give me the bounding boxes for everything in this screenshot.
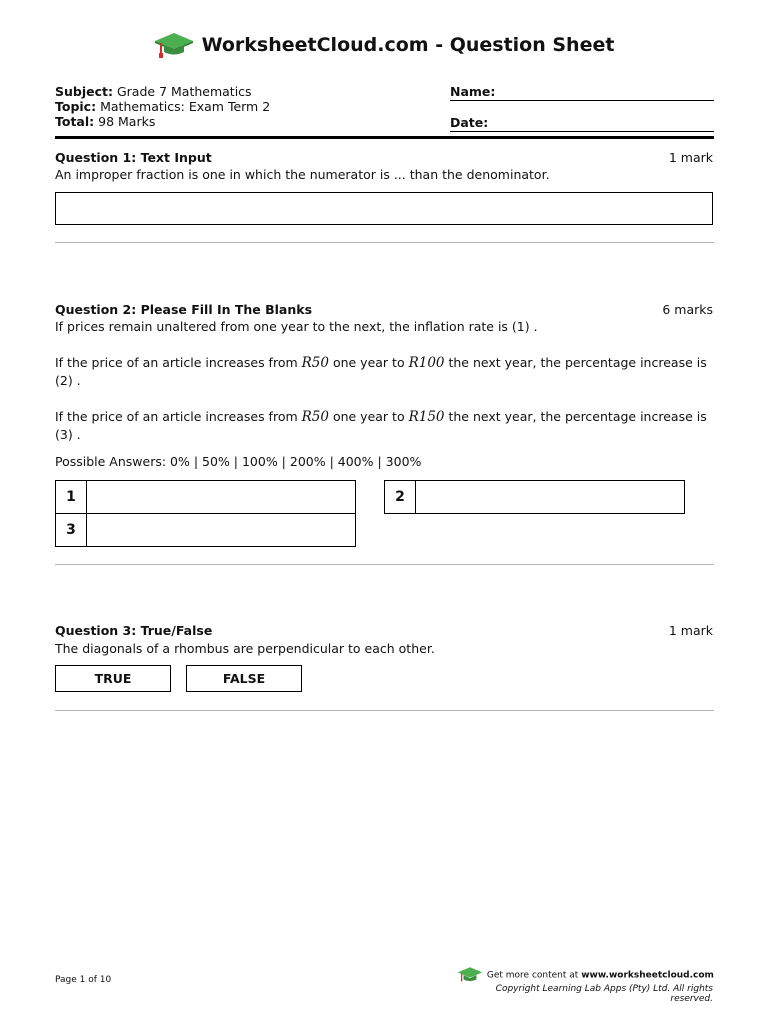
question-1-title: Question 1: Text Input (55, 150, 212, 165)
blank-2-number: 2 (385, 481, 416, 513)
page-header (0, 30, 768, 60)
question-3-title: Question 3: True/False (55, 623, 213, 638)
header-divider (55, 136, 714, 139)
footer-more-text: Get more content at (486, 970, 582, 981)
topic-line (55, 99, 270, 114)
line-2-part-a: If the price of an article increases from (55, 355, 302, 370)
question-2-line-3 (55, 408, 715, 444)
line-3-part-c: the next year, the percentage increase is (444, 409, 707, 424)
footer-copyright: Copyright Learning Lab Apps (Pty) Ltd. All rights reserved. (495, 984, 713, 1004)
blank-1-input[interactable] (87, 481, 355, 513)
line-2-part-b: one year to (328, 355, 409, 370)
page-title: WorksheetCloud.com - Question Sheet (201, 34, 615, 56)
question-1-marks: 1 mark (668, 150, 713, 165)
question-2-line-2 (55, 354, 715, 390)
page-number: Page 1 of 10 (55, 975, 112, 985)
topic-value: Mathematics: Exam Term 2 (100, 99, 271, 114)
false-button[interactable]: FALSE (186, 665, 302, 692)
blank-2-input[interactable] (416, 481, 684, 513)
question-3-marks: 1 mark (668, 623, 713, 638)
line-3-part-b: one year to (328, 409, 409, 424)
total-label: Total: (55, 114, 95, 129)
true-button[interactable]: TRUE (55, 665, 171, 692)
blank-2-box (384, 480, 685, 514)
line-2-part-c: the next year, the percentage increase is (444, 355, 707, 370)
blank-1-number: 1 (56, 481, 87, 513)
question-divider (55, 710, 714, 711)
line-2-blank-ref: (2) . (55, 373, 81, 388)
name-field[interactable] (450, 84, 714, 101)
subject-value: Grade 7 Mathematics (116, 84, 252, 99)
blank-3-number: 3 (56, 514, 87, 546)
footer-site-link[interactable]: www.worksheetcloud.com (581, 970, 714, 981)
blank-3-box (55, 513, 356, 547)
math-r150: R150 (408, 409, 445, 425)
date-label: Date: (450, 115, 489, 130)
question-divider (55, 564, 714, 565)
date-field[interactable] (450, 115, 714, 132)
graduation-cap-icon (154, 31, 194, 59)
total-value: 98 Marks (98, 114, 156, 129)
question-2-title: Question 2: Please Fill In The Blanks (55, 302, 313, 317)
question-1-answer-input[interactable] (55, 192, 713, 225)
subject-label: Subject: (55, 84, 113, 99)
graduation-cap-icon (456, 966, 484, 984)
line-3-blank-ref: (3) . (55, 427, 81, 442)
possible-answers: Possible Answers: 0% | 50% | 100% | 200% | 400% | 300% (55, 454, 422, 469)
question-2-line-1: If prices remain unaltered from one year to the next, the inflation rate is (1) . (55, 319, 538, 334)
topic-label: Topic: (55, 99, 97, 114)
question-1-text: An improper fraction is one in which the numerator is ... than the denominator. (55, 167, 550, 182)
question-2-marks: 6 marks (662, 302, 713, 317)
question-3-text: The diagonals of a rhombus are perpendicular to each other. (55, 641, 435, 656)
name-label: Name: (450, 84, 496, 99)
math-r50: R50 (301, 409, 329, 425)
footer-promo (456, 966, 716, 984)
subject-line (55, 84, 252, 99)
blank-1-box (55, 480, 356, 514)
blank-3-input[interactable] (87, 514, 355, 546)
math-r100: R100 (408, 355, 445, 371)
math-r50: R50 (301, 355, 329, 371)
line-3-part-a: If the price of an article increases from (55, 409, 302, 424)
question-divider (55, 242, 714, 243)
total-line (55, 114, 155, 129)
